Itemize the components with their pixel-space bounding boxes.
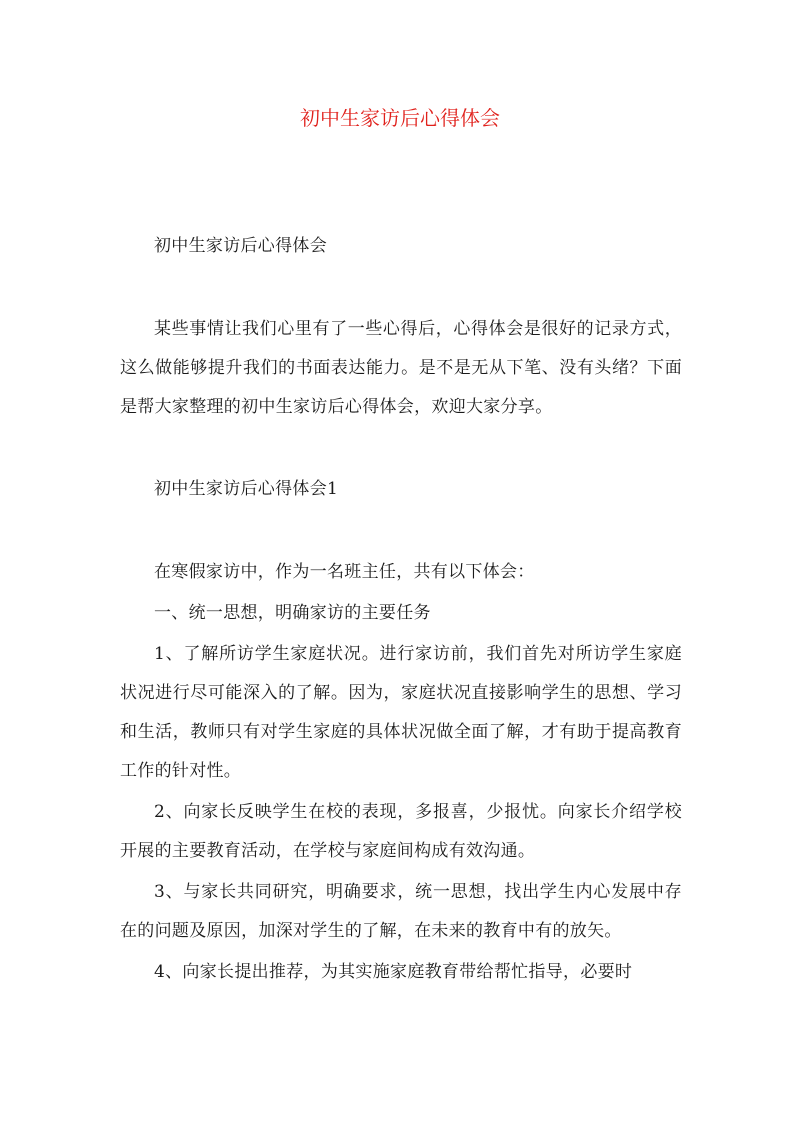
list-item: 1、了解所访学生家庭状况。进行家访前，我们首先对所访学生家庭状况进行尽可能深入的了解。因为，家庭状况直接影响学生的思想、学习和生活，教师只有对学生家庭的具体状况做全面了解，才有助于提高教育工作的针对性。 bbox=[120, 644, 682, 781]
list-item: 3、与家长共同研究，明确要求，统一思想，找出学生内心发展中存在的问题及原因，加深对学生的了解，在未来的教育中有的放矢。 bbox=[120, 882, 682, 941]
list-item: 4、向家长提出推荐，为其实施家庭教育带给帮忙指导，必要时 bbox=[154, 962, 633, 982]
document-body bbox=[120, 227, 682, 992]
subsection-heading: 初中生家访后心得体会1 bbox=[154, 479, 339, 499]
section-heading: 初中生家访后心得体会 bbox=[154, 236, 327, 256]
list-item: 2、向家长反映学生在校的表现，多报喜，少报忧。向家长介绍学校开展的主要教育活动，在学校与家庭间构成有效沟通。 bbox=[120, 802, 682, 861]
body-paragraph: 在寒假家访中，作为一名班主任，共有以下体会： bbox=[154, 562, 535, 582]
numbered-heading: 一、统一思想，明确家访的主要任务 bbox=[154, 603, 431, 623]
intro-paragraph: 某些事情让我们心里有了一些心得后，心得体会是很好的记录方式，这么做能够提升我们的书面表达能力。是不是无从下笔、没有头绪？下面是帮大家整理的初中生家访后心得体会，欢迎大家分享。 bbox=[120, 319, 682, 417]
document-title: 初中生家访后心得体会 bbox=[300, 106, 500, 130]
